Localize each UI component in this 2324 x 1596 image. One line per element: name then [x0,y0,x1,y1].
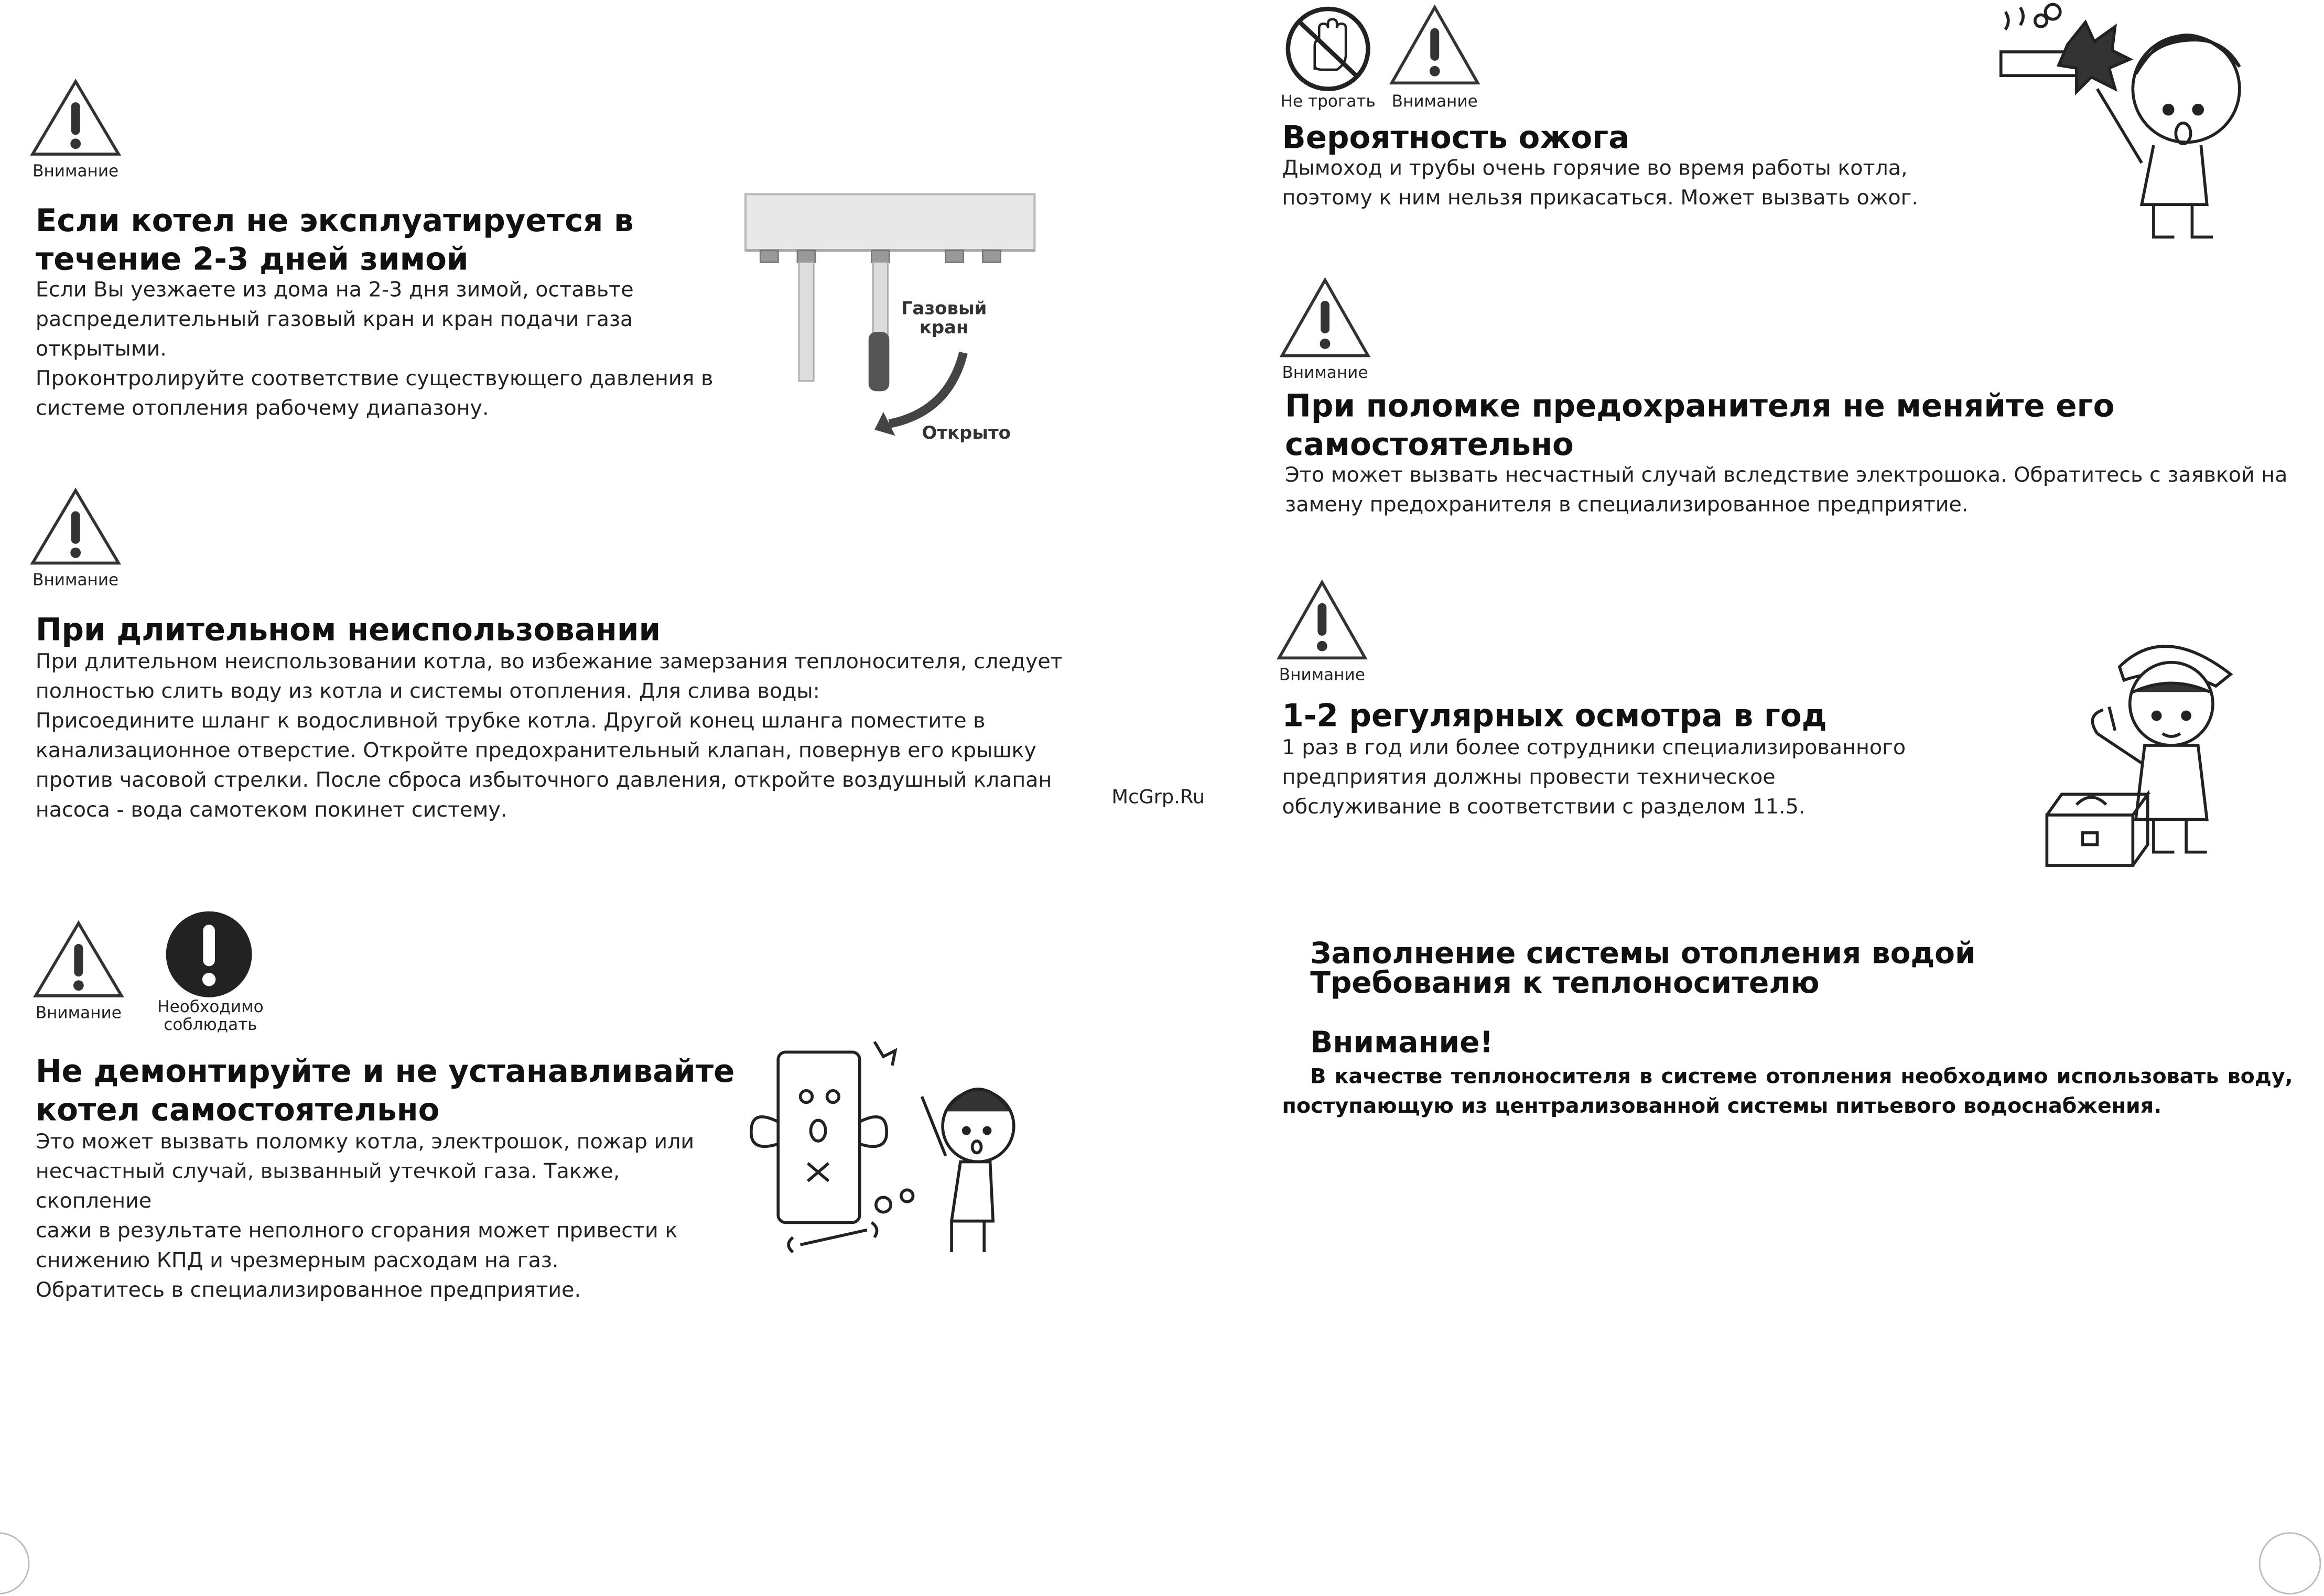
text-line: При длительном неиспользовании котла, во избежание замерзания теплоносителя, следует [35,650,1063,675]
icon-caption: Внимание [1279,665,1365,685]
section-text [1285,461,2293,520]
icon-caption: Внимание [1391,92,1478,112]
section-title: При длительном неиспользовании [35,612,661,648]
text-line: Присоедините шланг к водосливной трубке котла. Другой конец шланга поместите в [35,710,986,734]
caption-line: Необходимо [157,997,264,1017]
mandatory-icon [163,908,255,1000]
text-line: поэтому к ним нельзя прикасаться. Может вызвать ожог. [1282,187,1919,211]
icon-caption: Внимание [33,570,119,590]
warning-triangle-icon [31,919,126,1002]
gas-valve-illustration [741,190,1037,457]
title-line: самостоятельно [1285,427,1574,463]
warning-triangle-icon [1274,578,1369,664]
burned-boy-illustration [1994,0,2261,252]
title-line: течение 2-3 дней зимой [35,241,469,277]
title-line: При поломке предохранителя не меняйте его [1285,388,2115,424]
text-line: Проконтролируйте соответствие существующего давления в [35,367,714,392]
text-line: Если Вы уезжаете из дома на 2-3 дня зимой, оставьте [35,278,634,302]
text-line: замену предохранителя в специализированное предприятие. [1285,493,1969,517]
heading-line: Требования к теплоносителю [1310,964,1820,1001]
section-text [36,647,1073,825]
title-line: Не демонтируйте и не устанавливайте [35,1054,735,1089]
text-line: 1 раз в год или более сотрудники специализированного [1282,736,1906,761]
warning-triangle-icon [1278,276,1372,362]
section-text [1282,733,1964,822]
icon-caption: Внимание [33,161,119,181]
text-line: насоса - вода самотеком покинет систему. [35,798,507,823]
section-title [36,1052,735,1129]
warning-triangle-icon [28,486,123,569]
text-line: полностью слить воду из котла и системы отопления. Для слива воды: [35,680,820,704]
text-line: снижению КПД и чрезмерным расходам на газ. [35,1249,559,1273]
text-line: обслуживание в соответствии с разделом 11.5. [1282,796,1806,820]
icon-caption [148,999,273,1035]
section-title [1285,387,2114,464]
heading-block [1310,935,1976,1001]
text-line: Это может вызвать поломку котла, электрошок, пожар или [35,1131,695,1155]
text-line: Это может вызвать несчастный случай вследствие электрошока. Обратитесь с заявкой на [1285,463,2288,488]
valve-label-line: Газовый [901,298,987,319]
title-line: котел самостоятельно [35,1092,440,1128]
page-corner-marker [2259,1532,2321,1594]
text-line: распределительный газовый кран и кран подачи газа [35,308,633,332]
no-touch-icon [1282,4,1374,93]
section-title [36,201,634,278]
text-line: открытыми. [35,338,167,362]
text-line: Обратитесь в специализированное предприятие. [35,1278,581,1303]
requirement-text [1282,1062,2293,1122]
page-corner-marker [0,1532,30,1594]
text-line: против часовой стрелки. После сброса избыточного давления, откройте воздушный клапан [35,769,1052,793]
section-title: Вероятность ожога [1282,120,1630,156]
requirement-line: поступающую из централизованной системы питьевого водоснабжения. [1282,1095,2162,1119]
attention-heading: Внимание! [1310,1024,1494,1060]
heading-line: Заполнение системы отопления водой [1310,935,1976,971]
text-line: предприятия должны провести техническое [1282,766,1776,790]
open-label: Открыто [922,422,1011,443]
section-text [36,276,732,424]
icon-caption: Внимание [1282,363,1368,383]
text-line: системе отопления рабочему диапазону. [35,397,489,421]
requirement-line: В качестве теплоносителя в системе отопления необходимо использовать воду, [1310,1065,2293,1089]
section-text [36,1127,732,1305]
watermark: McGrp.Ru [1111,787,1205,809]
valve-label-line: кран [919,317,969,338]
section-text [1282,154,1964,213]
text-line: канализационное отверстие. Откройте предохранительный клапан, повернув его крышку [35,739,1036,764]
icon-caption: Внимание [35,1003,122,1023]
warning-triangle-icon [1387,3,1482,89]
repair-boy-illustration [2038,630,2245,874]
caption-line: соблюдать [164,1015,257,1035]
valve-label [901,299,987,338]
title-line: Если котел не эксплуатируется в [35,203,634,239]
warning-triangle-icon [28,77,123,160]
text-line: сажи в результате неполного сгорания может привести к [35,1219,678,1244]
text-line: Дымоход и трубы очень горячие во время работы котла, [1282,157,1908,181]
text-line: несчастный случай, вызванный утечкой газа. Также, скопление [35,1160,620,1214]
icon-caption: Не трогать [1280,92,1376,112]
boiler-and-boy-illustration [741,1030,1037,1274]
section-title: 1-2 регулярных осмотра в год [1282,698,1827,734]
